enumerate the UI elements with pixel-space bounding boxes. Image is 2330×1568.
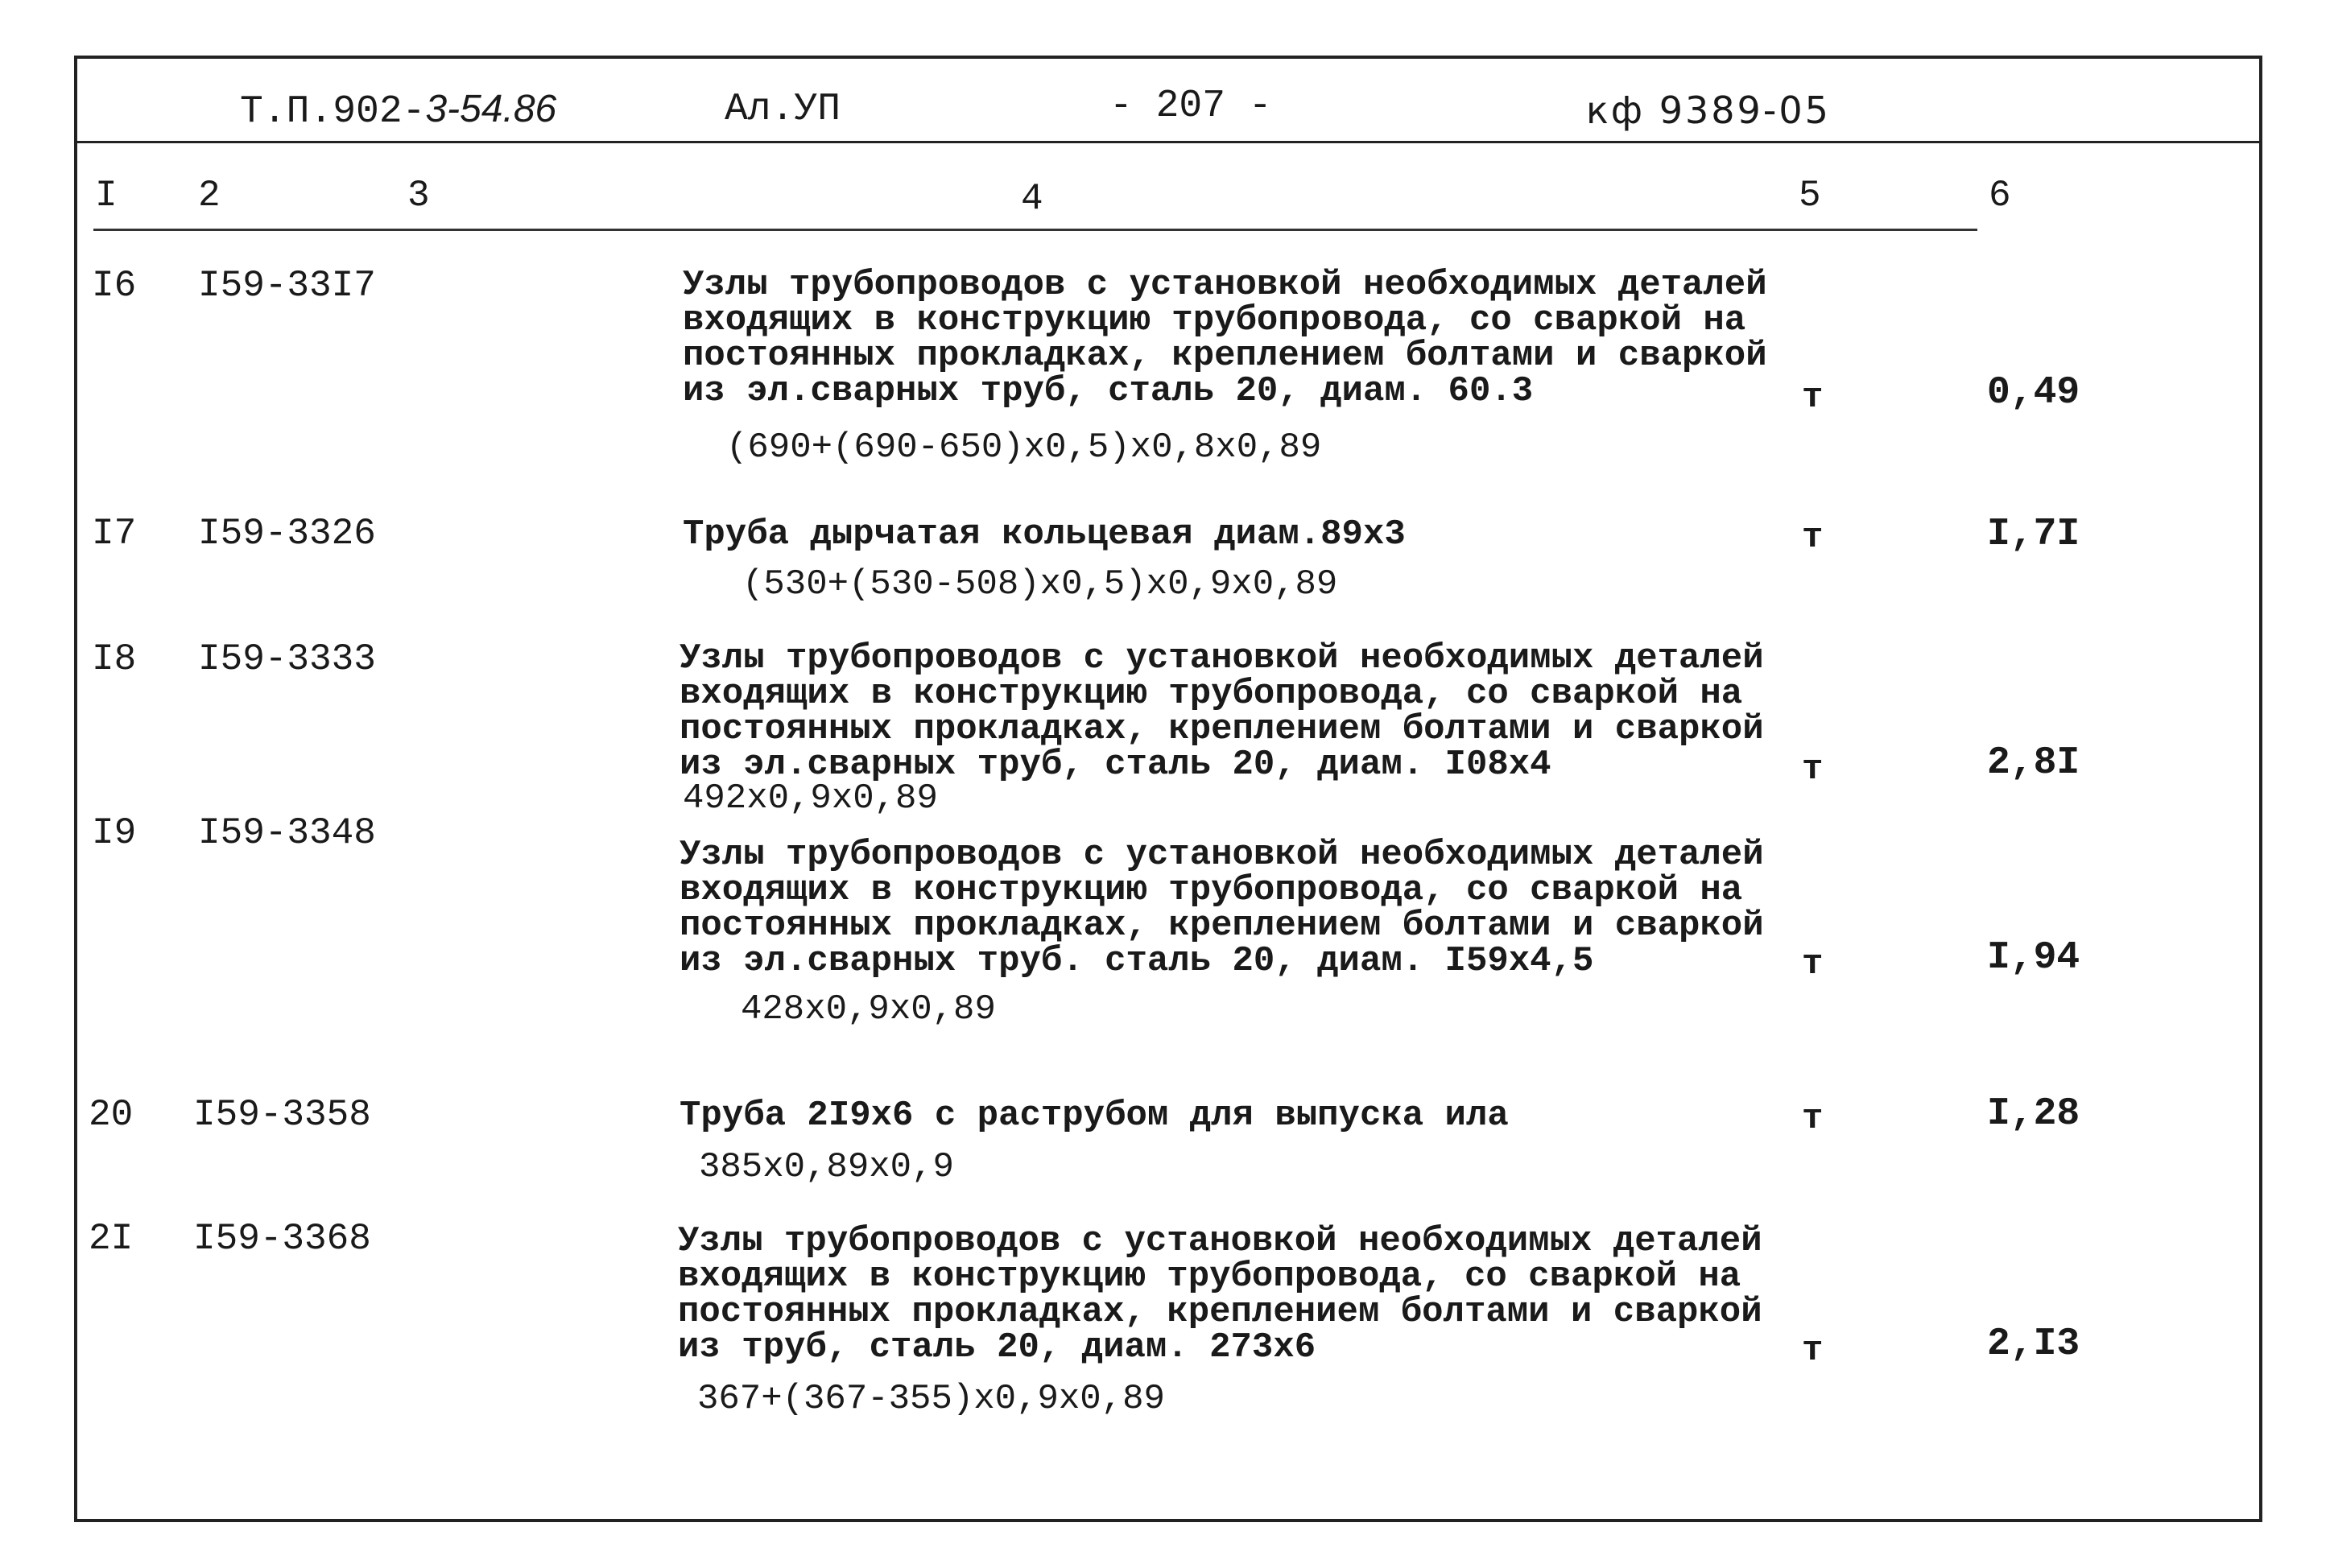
album-label: Ал.УП xyxy=(725,88,841,131)
column-header-4: 4 xyxy=(1021,178,1043,220)
row-unit: т xyxy=(1802,1099,1824,1139)
header-divider xyxy=(74,141,2262,143)
handwritten-code: кф 9389-05 xyxy=(1586,89,1831,132)
row-number: I8 xyxy=(92,638,137,680)
row-number: I6 xyxy=(92,265,137,307)
row-calculation: 428x0,9x0,89 xyxy=(741,989,996,1030)
row-calculation: (530+(530-508)x0,5)x0,9x0,89 xyxy=(742,564,1338,605)
column-header-3: 3 xyxy=(407,175,430,217)
row-description: Узлы трубопроводов с установкой необходимых деталей входящих в конструкцию трубопровода, со сваркой на постоянных прокладках, креплением болтами и сваркой из эл.сварных труб, сталь 20, диам. 60.3 xyxy=(683,265,1767,411)
row-unit: т xyxy=(1802,518,1824,558)
row-number: 20 xyxy=(89,1094,134,1136)
row-unit: т xyxy=(1802,1331,1824,1371)
row-code: I59-3326 xyxy=(198,513,376,555)
row-quantity: 0,49 xyxy=(1987,371,2080,415)
column-header-5: 5 xyxy=(1799,175,1821,217)
row-number: 2I xyxy=(89,1218,134,1260)
row-description: Труба 2I9x6 с раструбом для выпуска ила xyxy=(680,1096,1509,1136)
row-code: I59-3348 xyxy=(198,812,376,854)
row-description: Узлы трубопроводов с установкой необходимых деталей входящих в конструкцию трубопровода, со сваркой на постоянных прокладках, креплением болтами и сваркой из эл.сварных труб. сталь 20, диам. I59x4,5 xyxy=(680,835,1764,981)
column-header-divider xyxy=(93,229,1977,231)
row-code: I59-33I7 xyxy=(198,265,376,307)
row-quantity: I,28 xyxy=(1987,1092,2080,1136)
row-quantity: I,7I xyxy=(1987,513,2080,556)
column-header-2: 2 xyxy=(198,175,221,217)
column-header-1: I xyxy=(95,175,118,217)
row-description: Узлы трубопроводов с установкой необходимых деталей входящих в конструкцию трубопровода, со сваркой на постоянных прокладках, креплением болтами и сваркой из труб, сталь 20, диам. 273x6 xyxy=(678,1221,1762,1368)
row-calculation: 492x0,9x0,89 xyxy=(683,778,938,819)
document-number xyxy=(240,88,557,134)
row-code: I59-3333 xyxy=(198,638,376,680)
row-unit: т xyxy=(1802,378,1824,418)
row-unit: т xyxy=(1802,944,1824,984)
row-calculation: (690+(690-650)x0,5)x0,8x0,89 xyxy=(726,427,1322,468)
row-calculation: 367+(367-355)x0,9x0,89 xyxy=(697,1379,1165,1419)
row-quantity: 2,8I xyxy=(1987,741,2080,785)
row-description: Узлы трубопроводов с установкой необходимых деталей входящих в конструкцию трубопровода, со сваркой на постоянных прокладках, креплением болтами и сваркой из эл.сварных труб, сталь 20, диам. I08x4 xyxy=(680,638,1764,785)
row-quantity: I,94 xyxy=(1987,936,2080,980)
row-quantity: 2,I3 xyxy=(1987,1322,2080,1366)
row-code: I59-3368 xyxy=(193,1218,371,1260)
row-unit: т xyxy=(1802,749,1824,790)
document-number-prefix: Т.П.902- xyxy=(240,90,426,134)
row-number: I9 xyxy=(92,812,137,854)
page-number: - 207 - xyxy=(1109,85,1272,128)
row-description: Труба дырчатая кольцевая диам.89x3 xyxy=(683,514,1406,555)
column-header-6: 6 xyxy=(1989,175,2011,217)
document-number-suffix: 3-54.86 xyxy=(425,88,557,130)
row-number: I7 xyxy=(92,513,137,555)
row-code: I59-3358 xyxy=(193,1094,371,1136)
row-calculation: 385x0,89x0,9 xyxy=(699,1147,954,1187)
